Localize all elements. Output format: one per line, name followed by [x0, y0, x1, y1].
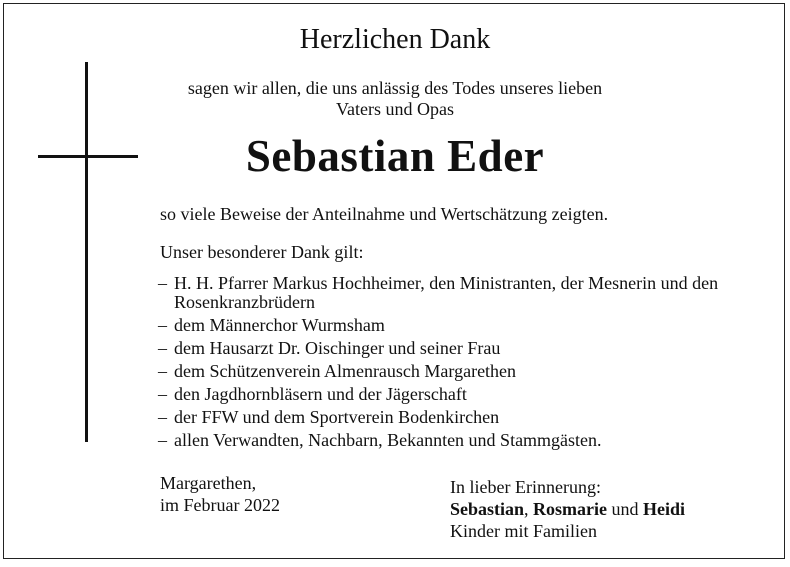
memory-label: In lieber Erinnerung: [450, 477, 601, 497]
name-sebastian: Sebastian [450, 499, 525, 519]
separator: und [607, 499, 644, 519]
family-line: Kinder mit Familien [450, 521, 597, 541]
intro-line-1: sagen wir allen, die uns anlässig des Todes unseres lieben [187, 78, 603, 98]
list-item: – dem Männerchor Wurmsham [156, 316, 756, 335]
intro-text [4, 78, 786, 120]
list-item: – den Jagdhornbläsern und der Jägerschaft [156, 385, 756, 404]
separator: , [524, 499, 534, 519]
list-item: – dem Hausarzt Dr. Oischinger und seiner Frau [156, 339, 756, 358]
deceased-name: Sebastian Eder [245, 131, 545, 181]
heading: Herzlichen Dank [299, 24, 491, 55]
list-item: – der FFW und dem Sportverein Bodenkirchen [156, 408, 756, 427]
place-date [160, 472, 280, 516]
name-heidi: Heidi [643, 499, 686, 519]
support-line: so viele Beweise der Anteilnahme und Wertschätzung zeigten. [160, 204, 609, 224]
thanks-list [156, 274, 756, 454]
list-item: – allen Verwandten, Nachbarn, Bekannten und Stammgästen. [156, 431, 756, 450]
name-rosmarie: Rosmarie [533, 499, 608, 519]
list-item: – H. H. Pfarrer Markus Hochheimer, den Ministranten, der Mesnerin und den Rosenkranzbrüdern [156, 274, 756, 312]
place: Margarethen, [160, 473, 257, 493]
obituary-thank-you-card [3, 3, 785, 559]
list-item: – dem Schützenverein Almenrausch Margarethen [156, 362, 756, 381]
family-names [450, 498, 685, 520]
date: im Februar 2022 [160, 495, 280, 515]
thanks-intro: Unser besonderer Dank gilt: [160, 242, 364, 262]
signature-block [450, 476, 685, 542]
intro-line-2: Vaters und Opas [336, 99, 454, 119]
